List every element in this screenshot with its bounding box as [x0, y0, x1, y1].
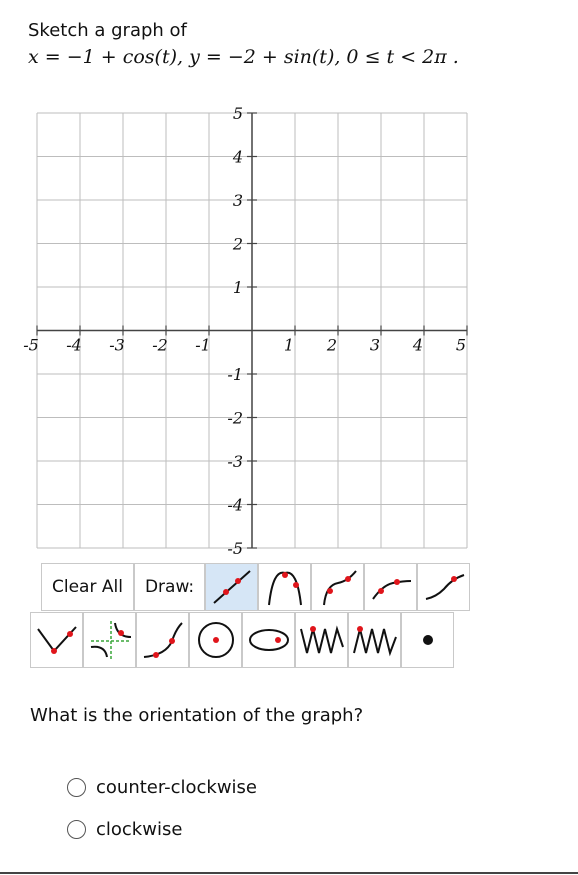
- radio-circle-icon[interactable]: [67, 778, 86, 797]
- y-tick-label: 1: [232, 278, 243, 297]
- draw-toolbar-row-2: [30, 612, 454, 668]
- x-tick-label: 2: [326, 335, 338, 355]
- draw-label: Draw:: [134, 563, 205, 611]
- ellipse-tool-icon: [246, 617, 292, 663]
- rational-tool-button[interactable]: [83, 612, 136, 668]
- log-tool-icon: [369, 567, 413, 607]
- bottom-divider: [0, 872, 578, 874]
- x-tick-label: 1: [283, 335, 295, 355]
- y-tick-label: 3: [232, 191, 243, 210]
- axes: [37, 113, 467, 548]
- prompt-text: Sketch a graph of: [28, 20, 187, 41]
- circle-tool-icon: [193, 617, 239, 663]
- orientation-question: What is the orientation of the graph?: [30, 705, 364, 726]
- x-tick-label: -1: [195, 335, 211, 355]
- rational-tool-icon: [87, 617, 133, 663]
- option-counter-clockwise[interactable]: [67, 777, 257, 798]
- x-tick-label: -4: [66, 335, 82, 355]
- x-tick-label: -2: [152, 335, 168, 355]
- clear-all-button[interactable]: Clear All: [41, 563, 134, 611]
- sqrt-tool-icon: [316, 567, 360, 607]
- parabola-tool-icon: [263, 567, 307, 607]
- line-tool-icon: [210, 567, 254, 607]
- sqrt-tool-button[interactable]: [311, 563, 364, 611]
- x-tick-label: 3: [369, 335, 381, 355]
- point-tool-icon: [405, 617, 451, 663]
- y-tick-label: -2: [227, 408, 243, 428]
- y-tick-label: -5: [227, 539, 243, 558]
- sine-tool-icon: [299, 617, 345, 663]
- line-tool-button[interactable]: [205, 563, 258, 611]
- x-tick-label: -3: [109, 335, 125, 355]
- y-tick-label: -1: [227, 365, 243, 384]
- y-tick-label: -4: [227, 495, 243, 515]
- parabola-tool-button[interactable]: [258, 563, 311, 611]
- exponential-tool-button[interactable]: [136, 612, 189, 668]
- option-label: counter-clockwise: [96, 777, 258, 798]
- sine-tool-button[interactable]: [295, 612, 348, 668]
- ellipse-tool-button[interactable]: [242, 612, 295, 668]
- absolute-value-tool-button[interactable]: [30, 612, 83, 668]
- cosine-tool-button[interactable]: [348, 612, 401, 668]
- cubic-tool-button[interactable]: [417, 563, 470, 611]
- absolute-value-tool-icon: [34, 617, 80, 663]
- draw-toolbar: [41, 563, 470, 611]
- exponential-tool-icon: [140, 617, 186, 663]
- point-tool-button[interactable]: [401, 612, 454, 668]
- x-tick-label: 4: [412, 335, 424, 355]
- log-tool-button[interactable]: [364, 563, 417, 611]
- y-tick-label: 4: [232, 147, 243, 167]
- option-label: clockwise: [96, 819, 183, 840]
- parametric-formula: x = −1 + cos(t), y = −2 + sin(t), 0 ≤ t < 2π .: [28, 46, 459, 68]
- circle-tool-button[interactable]: [189, 612, 242, 668]
- cubic-tool-icon: [422, 567, 466, 607]
- radio-circle-icon[interactable]: [67, 820, 86, 839]
- x-tick-label: 5: [455, 335, 467, 355]
- y-tick-label: 2: [232, 234, 243, 254]
- y-tick-label: -3: [227, 452, 243, 471]
- cosine-tool-icon: [352, 617, 398, 663]
- option-clockwise[interactable]: [67, 819, 182, 840]
- y-tick-label: 5: [232, 104, 243, 123]
- x-tick-label: -5: [23, 335, 39, 355]
